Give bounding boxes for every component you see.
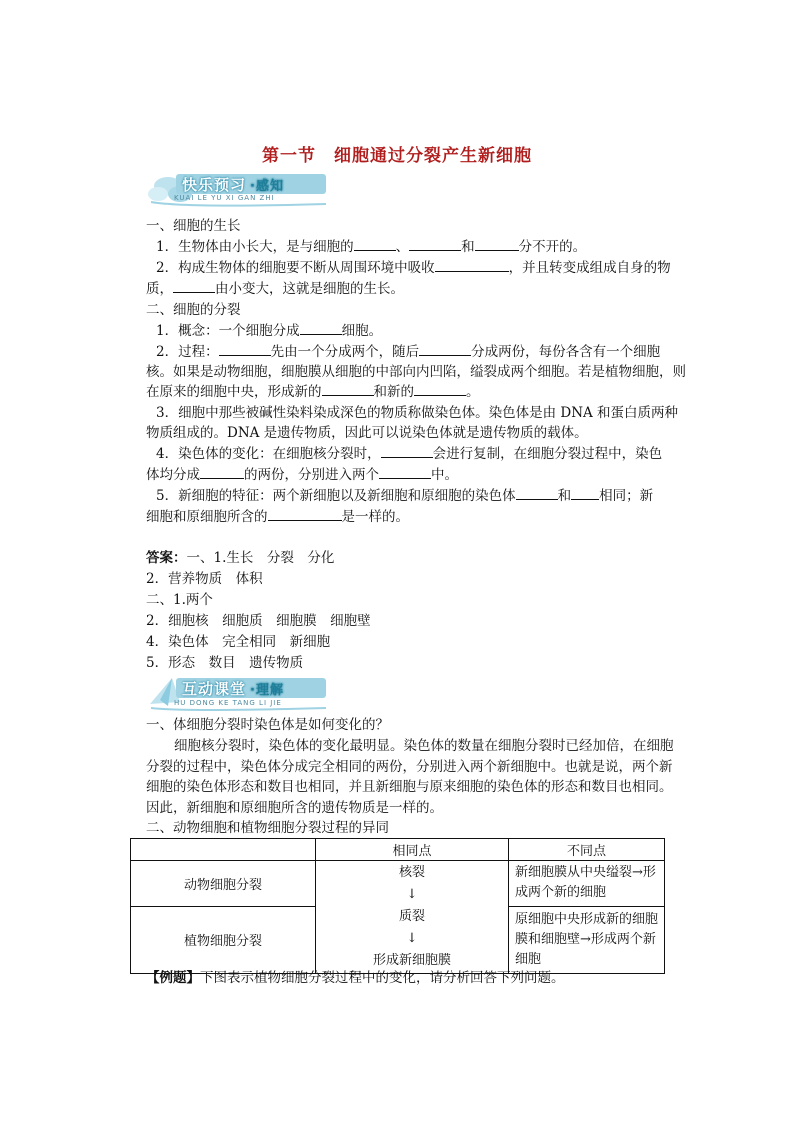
point-1: 1．概念：一个细胞分成 细胞。: [156, 323, 383, 339]
table-header-cell: 相同点: [316, 839, 509, 861]
banner-subtitle: KUAI LE YU XI GAN ZHI: [174, 194, 275, 202]
banner-title: 互动课堂 ·理解: [182, 680, 284, 698]
point-3: 3．细胞中那些被碱性染料染成深色的物质称做染色体。染色体是由 DNA 和蛋白质两种: [156, 405, 679, 421]
answer-line-3: 二、1.两个: [146, 592, 213, 608]
answer-label: 答案：: [146, 550, 187, 566]
answer-line-2: 2．营养物质 体积: [146, 571, 263, 587]
comparison-table: [130, 838, 665, 974]
page-title: 第一节 细胞通过分裂产生新细胞: [262, 146, 532, 166]
point-4-cont: 体均分成 的两份，分别进入两个 中。: [146, 467, 458, 483]
table-row: [131, 861, 665, 907]
question-1: 1．生物体由小长大，是与细胞的 、 和 分不开的。: [156, 239, 587, 255]
answer-line-1: 答案：一、1.生长 分裂 分化: [146, 550, 335, 566]
down-arrow-icon: ↓: [406, 931, 418, 946]
step-cytoplasm-division: 质裂: [398, 909, 425, 924]
heading-chromosome-change: 一、体细胞分裂时染色体是如何变化的？: [146, 717, 389, 733]
question-2: 2．构成生物体的细胞要不断从周围环境中吸收 ，并且转变成组成自身的物: [156, 260, 671, 276]
section-banner-preview: [146, 172, 336, 212]
heading-cell-growth: 一、细胞的生长: [146, 218, 241, 234]
diff-animal: 新细胞膜从中央缢裂→形成两个新的细胞: [509, 861, 665, 907]
example-label: 【例题】: [146, 970, 200, 986]
point-2: 2．过程： 先由一个分成两个，随后 分成两份，每份各含有一个细胞: [156, 344, 661, 360]
heading-comparison: 二、动物细胞和植物细胞分裂过程的异同: [146, 820, 389, 836]
point-3-cont: 物质组成的。DNA 是遗传物质，因此可以说染色体就是遗传物质的载体。: [146, 425, 588, 441]
heading-cell-division: 二、细胞的分裂: [146, 302, 241, 318]
chromosome-paragraph: 细胞核分裂时，染色体的变化最明显。染色体的数量在细胞分裂时已经加倍，在细胞分裂的过程中，染色体分成完全相同的两份，分别进入两个新细胞中。也就是说，两个新细胞的染色体形态和数目也相同，并且新细胞与原来细胞的染色体的形态和数目也相同。因此，新细胞和原细胞所含的遗传物质是一样的。: [146, 738, 674, 816]
point-5: 5．新细胞的特征：两个新细胞以及新细胞和原细胞的染色体 和 相同；新: [156, 488, 654, 504]
question-2-cont: 质， 由小变大，这就是细胞的生长。: [146, 281, 404, 297]
table-header-row: [131, 839, 665, 861]
row-label-animal: 动物细胞分裂: [131, 861, 316, 907]
diff-plant: 原细胞中央形成新的细胞膜和细胞壁→形成两个新细胞: [509, 906, 665, 973]
table-header-cell: 不同点: [509, 839, 665, 861]
section-banner-classroom: [146, 674, 336, 714]
point-5-cont: 细胞和原细胞所含的 是一样的。: [146, 509, 409, 525]
banner-subtitle: HU DONG KE TANG LI JIE: [174, 699, 282, 707]
step-new-membrane: 形成新细胞膜: [372, 953, 451, 968]
point-2-cont: 核。如果是动物细胞，细胞膜从细胞的中部向内凹陷，缢裂成两个细胞。若是植物细胞，则: [146, 364, 686, 380]
point-2-end: 在原来的细胞中央，形成新的 和新的 。: [146, 384, 480, 400]
row-label-plant: 植物细胞分裂: [131, 906, 316, 973]
down-arrow-icon: ↓: [406, 887, 418, 902]
answer-line-6: 5．形态 数目 遗传物质: [146, 655, 304, 671]
answer-line-4: 2．细胞核 细胞质 细胞膜 细胞壁: [146, 613, 371, 629]
example-question: 【例题】下图表示植物细胞分裂过程中的变化，请分析回答下列问题。: [146, 970, 565, 986]
table-header-cell: [131, 839, 316, 861]
step-nuclear-division: 核裂: [398, 865, 425, 880]
banner-title: 快乐预习 ·感知: [182, 176, 284, 194]
same-points-cell: [316, 861, 509, 974]
answer-line-5: 4．染色体 完全相同 新细胞: [146, 634, 331, 650]
point-4: 4．染色体的变化：在细胞核分裂时， 会进行复制，在细胞分裂过程中，染色: [156, 446, 663, 462]
